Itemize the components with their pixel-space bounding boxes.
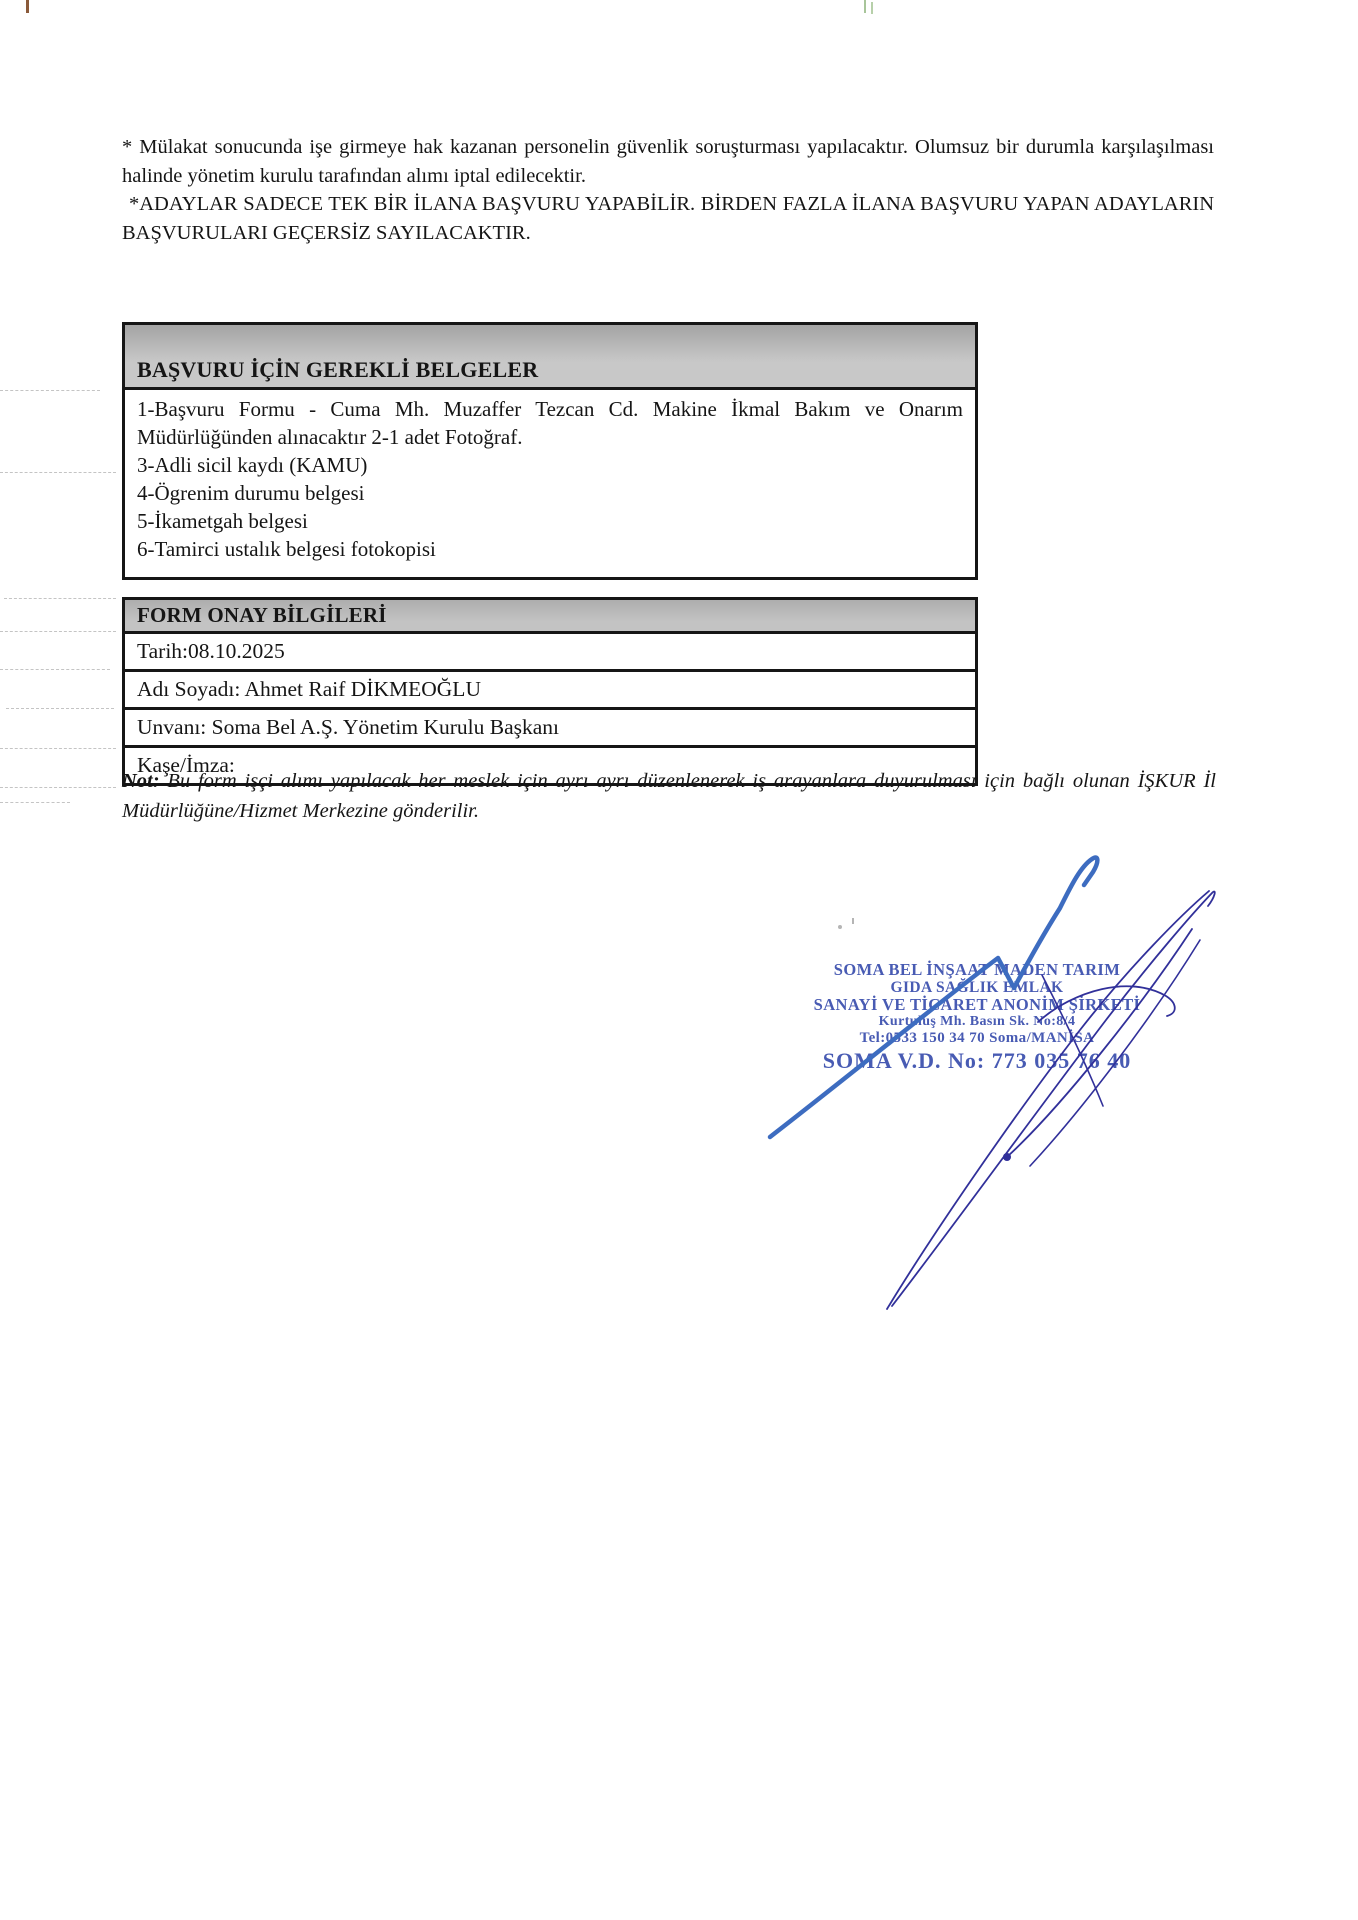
- approval-row-stamp-signature: Kaşe/İmza:: [137, 753, 235, 777]
- scan-artifact-tick: [26, 0, 29, 13]
- stamp-line: Kurtuluş Mh. Basın Sk. No:8/4: [878, 1014, 1076, 1029]
- stamp-line: SOMA BEL İNŞAAT MADEN TARIM: [833, 960, 1121, 979]
- document-item: 1-Başvuru Formu - Cuma Mh. Muzaffer Tezcan Cd. Makine İkmal Bakım ve Onarım: [137, 397, 963, 421]
- scan-artifact-dash: [0, 631, 116, 632]
- document-item: 3-Adli sicil kaydı (KAMU): [137, 453, 368, 477]
- scan-artifact-dash: [6, 708, 114, 709]
- footnote: [122, 766, 1216, 826]
- stamp-line: SOMA V.D. No: 773 035 76 40: [822, 1048, 1132, 1073]
- signature-ink-loop: [887, 891, 1209, 1309]
- footnote-text: Bu form işçi alımı yapılacak her meslek için ayrı ayrı düzenlenerek iş arayanlara duyurulması için bağlı olunan İŞKUR İl Müdürlüğüne/Hizmet Merkezine gönderilir.: [122, 770, 1216, 822]
- scan-artifact-dash: [0, 787, 116, 788]
- signature-ink-loop: [892, 892, 1215, 1306]
- notice-block: [122, 133, 1214, 247]
- scan-artifact-dash: [0, 390, 100, 391]
- stamp-line: GIDA SAĞLIK EMLAK: [890, 979, 1064, 996]
- scan-artifact-dash: [0, 802, 70, 803]
- handwritten-signature: [690, 820, 1350, 1360]
- scan-artifact-dash: [0, 669, 110, 670]
- document-item: Müdürlüğünden alınacaktır 2-1 adet Fotoğraf.: [137, 425, 523, 449]
- required-documents-table: [122, 322, 978, 580]
- required-documents-header: BAŞVURU İÇİN GEREKLİ BELGELER: [125, 325, 975, 390]
- form-approval-header: FORM ONAY BİLGİLERİ: [125, 600, 975, 634]
- stamp-line: SANAYİ VE TİCARET ANONİM ŞİRKETİ: [813, 995, 1141, 1014]
- scan-artifact-dash: [4, 598, 116, 599]
- scan-artifact-green-mark: [871, 2, 873, 14]
- notice-paragraph-1: * Mülakat sonucunda işe girmeye hak kazanan personelin güvenlik soruşturması yapılacaktır. Olumsuz bir durumla karşılaşılması halinde yönetim kurulu tarafından alımı iptal edilecektir.: [122, 136, 1214, 187]
- document-item: 5-İkametgah belgesi: [137, 509, 308, 533]
- form-approval-table: [122, 597, 978, 786]
- document-item: 6-Tamirci ustalık belgesi fotokopisi: [137, 537, 436, 561]
- approval-row-name: Adı Soyadı: Ahmet Raif DİKMEOĞLU: [125, 672, 975, 710]
- scan-artifact-dash: [0, 748, 116, 749]
- signature-ink-descender: [1008, 929, 1192, 1156]
- signature-ink-blob: [1003, 1153, 1011, 1161]
- approval-row-date: Tarih:08.10.2025: [125, 634, 975, 672]
- required-documents-body: [125, 390, 975, 577]
- stamp-line: Tel:0533 150 34 70 Soma/MANİSA: [859, 1030, 1095, 1046]
- scan-artifact-dash: [0, 472, 116, 473]
- document-item: 4-Ögrenim durumu belgesi: [137, 481, 365, 505]
- notice-paragraph-2: *ADAYLAR SADECE TEK BİR İLANA BAŞVURU YAPABİLİR. BİRDEN FAZLA İLANA BAŞVURU YAPAN ADAYLARIN BAŞVURULARI GEÇERSİZ SAYILACAKTIR.: [122, 193, 1214, 244]
- approval-row-title: Unvanı: Soma Bel A.Ş. Yönetim Kurulu Başkanı: [125, 710, 975, 748]
- scan-artifact-green-mark: [864, 0, 866, 13]
- signature-ink-arc: [1038, 986, 1175, 1022]
- signature-ink-descender: [1030, 940, 1200, 1166]
- signature-pen-stroke: [770, 857, 1097, 1137]
- footnote-label: Not:: [122, 770, 160, 792]
